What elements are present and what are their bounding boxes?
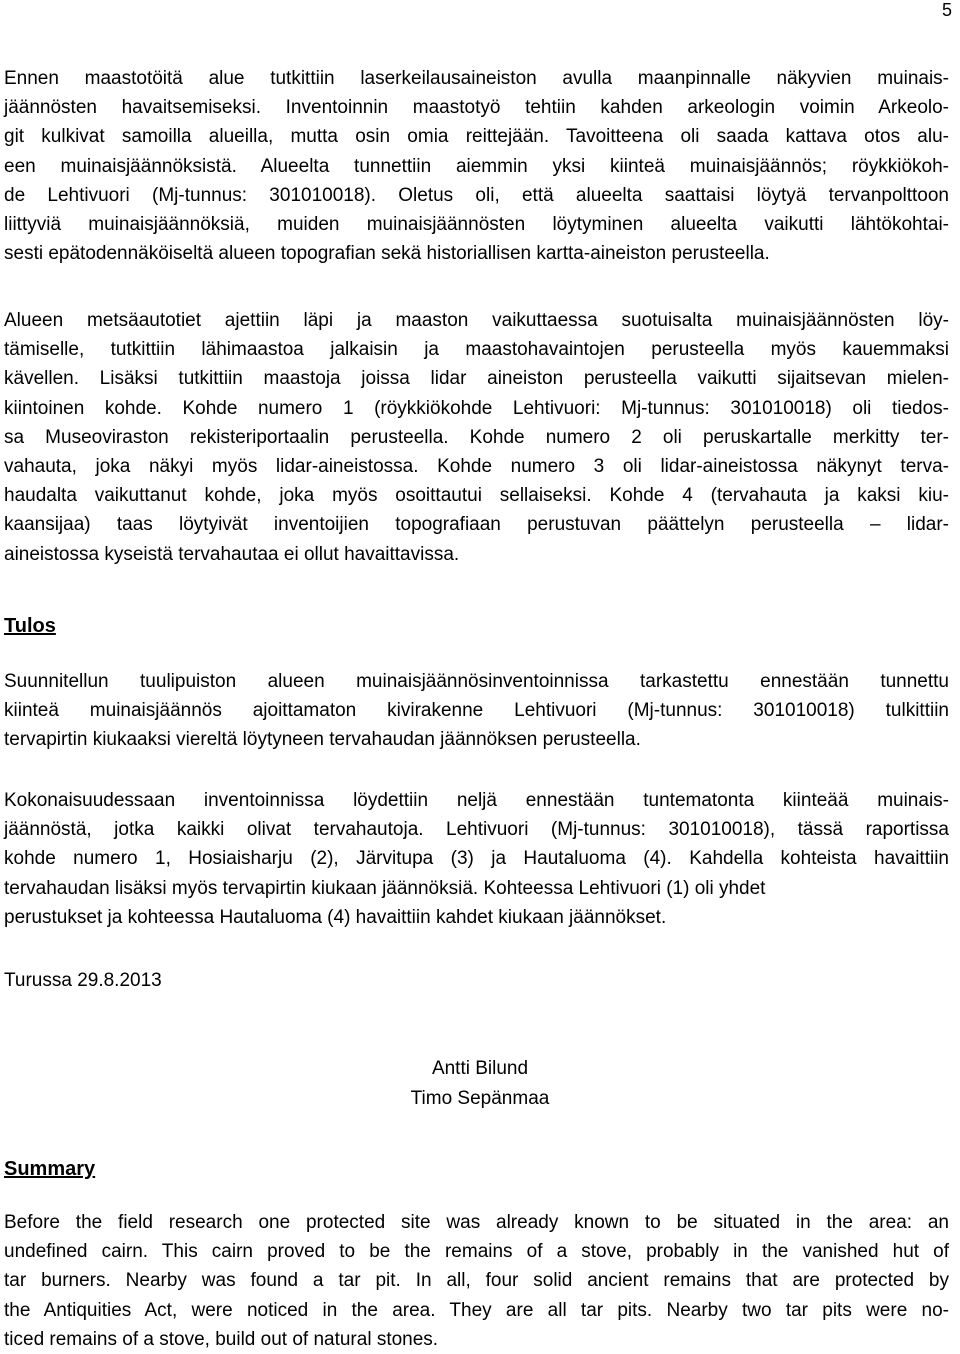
text-line: Ennen maastotöitä alue tutkittiin laserkeilausaineiston avulla maanpinnalle näkyvien muinais- bbox=[4, 68, 949, 89]
text-line: ticed remains of a stove, build out of natural stones. bbox=[4, 1328, 439, 1350]
text-line: de Lehtivuori (Mj-tunnus: 301010018). Oletus oli, että alueelta saattaisi löytyä tervanpolttoon bbox=[4, 184, 949, 206]
signature-name: Antti Bilund bbox=[431, 1058, 529, 1079]
text-line: Before the field research one protected site was already known to be situated in the area: an bbox=[4, 1212, 949, 1233]
text-line: een muinaisjäännöksistä. Alueelta tunnettiin aiemmin yksi kiinteä muinaisjäännös; röykkiökoh- bbox=[4, 155, 949, 177]
text-line: kiintoinen kohde. Kohde numero 1 (röykkiökohde Lehtivuori: Mj-tunnus: 301010018) oli tiedos- bbox=[4, 397, 949, 419]
signature-name: Timo Sepänmaa bbox=[410, 1087, 550, 1109]
text-line: sa Museoviraston rekisteriportaalin perusteella. Kohde numero 2 oli peruskartalle merkitty ter- bbox=[4, 426, 949, 448]
text-line: Kokonaisuudessaan inventoinnissa löydettiin neljä ennestään tuntematonta kiinteää muinais- bbox=[4, 790, 949, 811]
place-date: Turussa 29.8.2013 bbox=[4, 970, 162, 991]
text-line: sesti epätodennäköiseltä alueen topografian sekä historiallisen kartta-aineiston perusteella. bbox=[4, 243, 770, 265]
text-line: liittyviä muinaisjäännöksiä, muiden muinaisjäännösten löytyminen alueelta vaikutti lähtökohtai- bbox=[4, 214, 949, 236]
text-line: kohde numero 1, Hosiaisharju (2), Järvitupa (3) ja Hautaluoma (4). Kahdella kohteista havaittiin bbox=[4, 848, 949, 870]
summary-heading: Summary bbox=[4, 1158, 96, 1180]
text-line: kaansijaa) taas löytyivät inventoijien topografiaan perustuvan päättelyn perusteella – lidar- bbox=[4, 514, 949, 536]
text-line: haudalta vaikuttanut kohde, joka myös osoittautui sellaiseksi. Kohde 4 (tervahauta ja kaksi kiu- bbox=[4, 485, 949, 507]
intro-paragraph bbox=[4, 64, 949, 268]
text-line: Alueen metsäautotiet ajettiin läpi ja maaston vaikuttaessa suotuisalta muinaisjäännösten löy- bbox=[4, 310, 949, 331]
methods-paragraph bbox=[4, 306, 949, 569]
text-line: perustukset ja kohteessa Hautaluoma (4) havaittiin kahdet kiukaan jäännökset. bbox=[4, 906, 667, 928]
page-number: 5 bbox=[941, 0, 952, 20]
text-line: tar burners. Nearby was found a tar pit. In all, four solid ancient remains that are protected by bbox=[4, 1270, 949, 1292]
text-line: kävellen. Lisäksi tutkittiin maastoja joissa lidar aineiston perusteella vaikutti sijaitsevan mielen- bbox=[4, 368, 949, 390]
text-line: git kulkivat samoilla alueilla, mutta osin omia reittejään. Tavoitteena oli saada kattava otos alu- bbox=[4, 126, 949, 148]
results-paragraph-1 bbox=[4, 667, 949, 755]
text-line: jäännösten havaitsemiseksi. Inventoinnin maastotyö tehtiin kahden arkeologin voimin Arkeolo- bbox=[4, 97, 949, 119]
text-line: tervapirtin kiukaaksi viereltä löytyneen tervahaudan jäännöksen perusteella. bbox=[4, 729, 641, 751]
text-line: Suunnitellun tuulipuiston alueen muinaisjäännösinventoinnissa tarkastettu ennestään tunnettu bbox=[4, 671, 949, 692]
text-line: kiinteä muinaisjäännös ajoittamaton kivirakenne Lehtivuori (Mj-tunnus: 301010018) tulkittiin bbox=[4, 700, 949, 722]
text-line: jäännöstä, jotka kaikki olivat tervahautoja. Lehtivuori (Mj-tunnus: 301010018), tässä raportissa bbox=[4, 819, 949, 841]
results-heading: Tulos bbox=[4, 615, 56, 637]
text-line: tämiselle, tutkittiin lähimaastoa jalkaisin ja maastohavaintojen perusteella myös kauemmaksi bbox=[4, 339, 949, 361]
results-paragraph-2 bbox=[4, 786, 949, 932]
text-line: tervahaudan lisäksi myös tervapirtin kiukaan jäännöksiä. Kohteessa Lehtivuori (1) oli yhdet bbox=[4, 877, 766, 899]
text-line: the Antiquities Act, were noticed in the area. They are all tar pits. Nearby two tar pits were no- bbox=[4, 1299, 949, 1321]
signatures bbox=[0, 1054, 960, 1113]
text-line: undefined cairn. This cairn proved to be the remains of a stove, probably in the vanished hut of bbox=[4, 1241, 949, 1263]
text-line: aineistossa kyseistä tervahautaa ei ollut havaittavissa. bbox=[4, 543, 460, 565]
text-line: vahauta, joka näkyi myös lidar-aineistossa. Kohde numero 3 oli lidar-aineistossa näkynyt terva- bbox=[4, 456, 949, 478]
summary-paragraph bbox=[4, 1208, 949, 1354]
